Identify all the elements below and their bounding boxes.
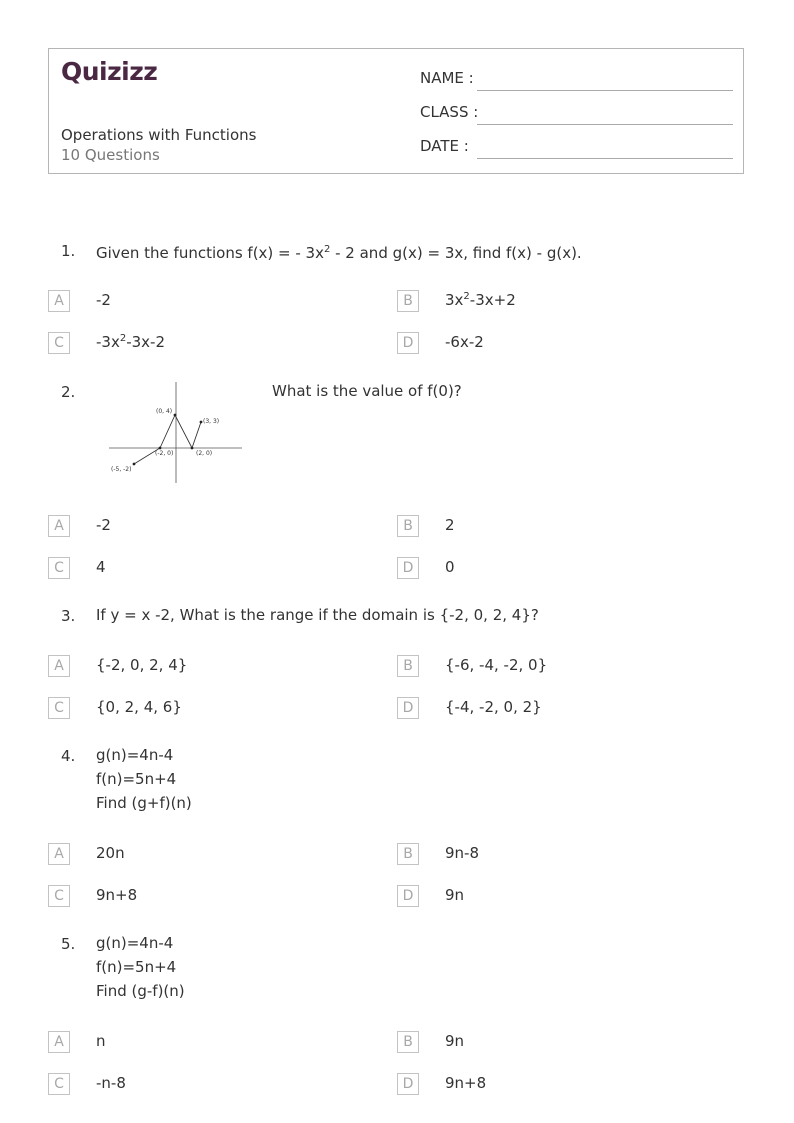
answer-letter-c[interactable]: C — [48, 697, 70, 719]
function-graph — [105, 378, 245, 486]
answer-letter-d[interactable]: D — [397, 557, 419, 579]
question-number: 2. — [61, 383, 76, 401]
answer-letter-b[interactable]: B — [397, 655, 419, 677]
worksheet-title: Operations with Functions — [61, 126, 257, 144]
answer-letter-b[interactable]: B — [397, 843, 419, 865]
question-line: Find (g-f)(n) — [96, 982, 185, 1000]
question-text: If y = x -2, What is the range if the domain is {-2, 0, 2, 4}? — [96, 606, 539, 624]
answer-text[interactable]: {0, 2, 4, 6} — [96, 698, 182, 716]
question-line: g(n)=4n-4 — [96, 746, 174, 764]
answer-letter-d[interactable]: D — [397, 1073, 419, 1095]
answer-text[interactable]: 2 — [445, 516, 455, 534]
question-number: 4. — [61, 747, 76, 765]
question-number: 1. — [61, 242, 76, 260]
question-text: What is the value of f(0)? — [272, 382, 462, 400]
answer-text[interactable]: 9n+8 — [445, 1074, 487, 1092]
date-line[interactable] — [477, 158, 733, 159]
answer-text[interactable]: -6x-2 — [445, 333, 484, 351]
answer-letter-a[interactable]: A — [48, 515, 70, 537]
class-label: CLASS : — [420, 103, 479, 121]
question-line: f(n)=5n+4 — [96, 958, 177, 976]
answer-letter-b[interactable]: B — [397, 515, 419, 537]
worksheet-header — [48, 48, 744, 174]
graph-label: (-2, 0) — [155, 450, 174, 457]
class-line[interactable] — [477, 124, 733, 125]
name-label: NAME : — [420, 69, 474, 87]
answer-text[interactable]: 20n — [96, 844, 125, 862]
graph-point — [174, 414, 177, 417]
question-line: Find (g+f)(n) — [96, 794, 192, 812]
graph-label: (3, 3) — [203, 418, 220, 425]
graph-point — [191, 447, 194, 450]
graph-label: (0, 4) — [156, 408, 173, 415]
answer-text[interactable]: {-2, 0, 2, 4} — [96, 656, 188, 674]
answer-letter-a[interactable]: A — [48, 843, 70, 865]
quizizz-logo: Quizizz — [61, 57, 158, 86]
answer-text[interactable]: 9n+8 — [96, 886, 138, 904]
name-line[interactable] — [477, 90, 733, 91]
answer-text[interactable]: $-3x^2-3x-2$ — [96, 333, 166, 351]
answer-text[interactable]: -2 — [96, 291, 111, 309]
answer-letter-d[interactable]: D — [397, 885, 419, 907]
answer-text[interactable]: {-6, -4, -2, 0} — [445, 656, 548, 674]
question-text — [96, 743, 192, 815]
question-number: 5. — [61, 935, 76, 953]
date-label: DATE : — [420, 137, 469, 155]
question-number: 3. — [61, 607, 76, 625]
answer-text[interactable]: 9n — [445, 886, 465, 904]
question-text: Given the functions f(x) = - $3x^2 - 2$ and g(x) = 3x, find f(x) - g(x). — [96, 244, 582, 262]
answer-text[interactable]: {-4, -2, 0, 2} — [445, 698, 542, 716]
question-count: 10 Questions — [61, 146, 160, 164]
answer-text[interactable]: 9n — [445, 1032, 465, 1050]
answer-text[interactable]: n — [96, 1032, 106, 1050]
answer-text[interactable]: 0 — [445, 558, 455, 576]
answer-letter-c[interactable]: C — [48, 885, 70, 907]
question-line: f(n)=5n+4 — [96, 770, 177, 788]
graph-label: (2, 0) — [196, 450, 213, 457]
answer-letter-b[interactable]: B — [397, 1031, 419, 1053]
answer-letter-d[interactable]: D — [397, 697, 419, 719]
answer-letter-c[interactable]: C — [48, 1073, 70, 1095]
answer-letter-d[interactable]: D — [397, 332, 419, 354]
graph-label: (-5, -2) — [111, 466, 132, 473]
answer-letter-b[interactable]: B — [397, 290, 419, 312]
answer-letter-a[interactable]: A — [48, 655, 70, 677]
answer-letter-a[interactable]: A — [48, 290, 70, 312]
graph-point — [200, 421, 203, 424]
answer-text[interactable]: 4 — [96, 558, 106, 576]
answer-letter-c[interactable]: C — [48, 332, 70, 354]
answer-text[interactable]: -n-8 — [96, 1074, 126, 1092]
question-text — [96, 931, 185, 1003]
answer-text[interactable]: $3x^2-3x+2$ — [445, 291, 516, 309]
answer-letter-c[interactable]: C — [48, 557, 70, 579]
answer-text[interactable]: 9n-8 — [445, 844, 480, 862]
graph-point — [133, 463, 136, 466]
answer-letter-a[interactable]: A — [48, 1031, 70, 1053]
graph-point — [159, 447, 162, 450]
question-line: g(n)=4n-4 — [96, 934, 174, 952]
answer-text[interactable]: -2 — [96, 516, 111, 534]
